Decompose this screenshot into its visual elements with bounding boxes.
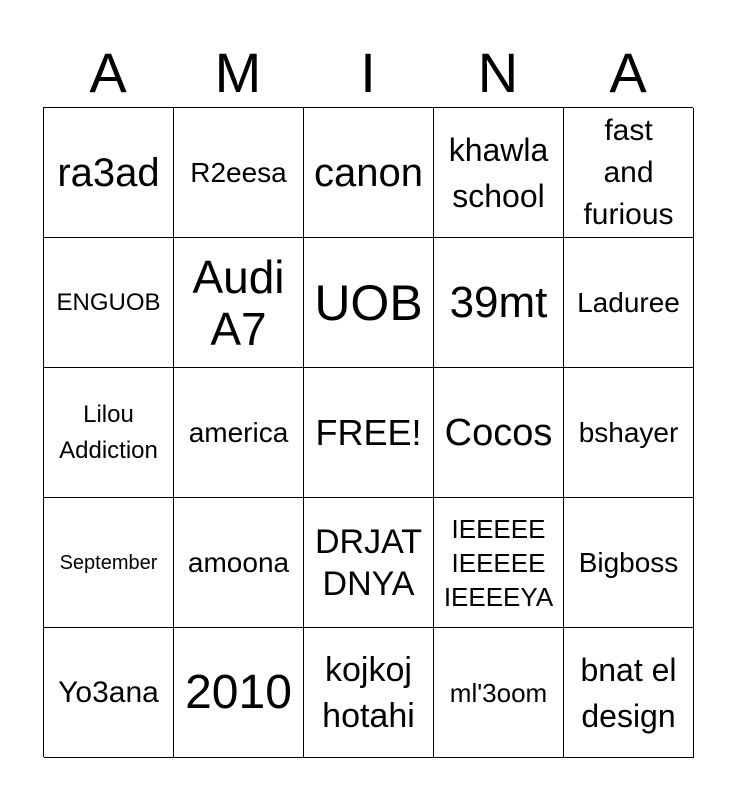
bingo-cell[interactable]	[434, 108, 564, 238]
cell-text: R2eesa	[190, 156, 287, 188]
cell-text: September	[59, 551, 158, 574]
free-space-text: FREE!	[315, 411, 422, 453]
cell-text: Cocos	[444, 411, 553, 454]
cell-text: Bigboss	[578, 546, 679, 578]
header-letter-3: I	[360, 41, 376, 104]
cell-text: ra3ad	[57, 150, 160, 195]
cell-text: ml'3oom	[449, 677, 548, 708]
bingo-cell[interactable]	[564, 108, 694, 238]
header-letter-4: N	[477, 41, 519, 104]
bingo-cell[interactable]	[174, 368, 304, 498]
cell-text: UOB	[314, 274, 423, 331]
bingo-cell[interactable]	[564, 628, 694, 758]
cell-text: kojkoj hotahi	[322, 650, 415, 735]
cell-text: 39mt	[449, 277, 548, 327]
cell-text: america	[188, 416, 289, 448]
bingo-grid	[43, 107, 693, 757]
bingo-cell[interactable]	[174, 108, 304, 238]
bingo-cell[interactable]	[174, 628, 304, 758]
bingo-cell[interactable]	[44, 498, 174, 628]
cell-text: Audi A7	[192, 250, 285, 355]
bingo-cell[interactable]	[304, 238, 434, 368]
cell-text: bshayer	[578, 416, 679, 448]
header-letter-2: M	[214, 41, 262, 104]
cell-text: Yo3ana	[58, 675, 159, 709]
cell-text: DRJAT DNYA	[314, 522, 423, 603]
bingo-header	[43, 38, 693, 108]
bingo-cell[interactable]	[564, 368, 694, 498]
bingo-cell[interactable]	[434, 238, 564, 368]
cell-text: khawla school	[448, 131, 549, 214]
bingo-cell[interactable]	[44, 238, 174, 368]
cell-text: fast and furious	[583, 113, 674, 231]
header-letter-1: A	[89, 41, 127, 104]
cell-text: Lilou Addiction	[59, 400, 158, 464]
cell-text: IEEEEE IEEEEE IEEEEYA	[443, 513, 554, 612]
bingo-cell[interactable]	[434, 368, 564, 498]
bingo-cell[interactable]	[304, 108, 434, 238]
bingo-cell[interactable]	[44, 368, 174, 498]
bingo-cell[interactable]	[434, 498, 564, 628]
bingo-cell[interactable]	[304, 628, 434, 758]
header-letter-5: A	[609, 41, 647, 104]
bingo-cell[interactable]	[44, 628, 174, 758]
bingo-cell[interactable]	[564, 498, 694, 628]
cell-text: ENGUOB	[56, 288, 161, 316]
free-space-cell[interactable]	[304, 368, 434, 498]
bingo-cell[interactable]	[174, 498, 304, 628]
cell-text: canon	[314, 150, 423, 195]
bingo-cell[interactable]	[174, 238, 304, 368]
bingo-cell[interactable]	[564, 238, 694, 368]
bingo-cell[interactable]	[44, 108, 174, 238]
bingo-cell[interactable]	[304, 498, 434, 628]
cell-text: bnat el design	[580, 651, 677, 734]
cell-text: Laduree	[577, 286, 680, 318]
cell-text: amoona	[187, 546, 290, 578]
cell-text: 2010	[185, 665, 292, 719]
bingo-cell[interactable]	[434, 628, 564, 758]
